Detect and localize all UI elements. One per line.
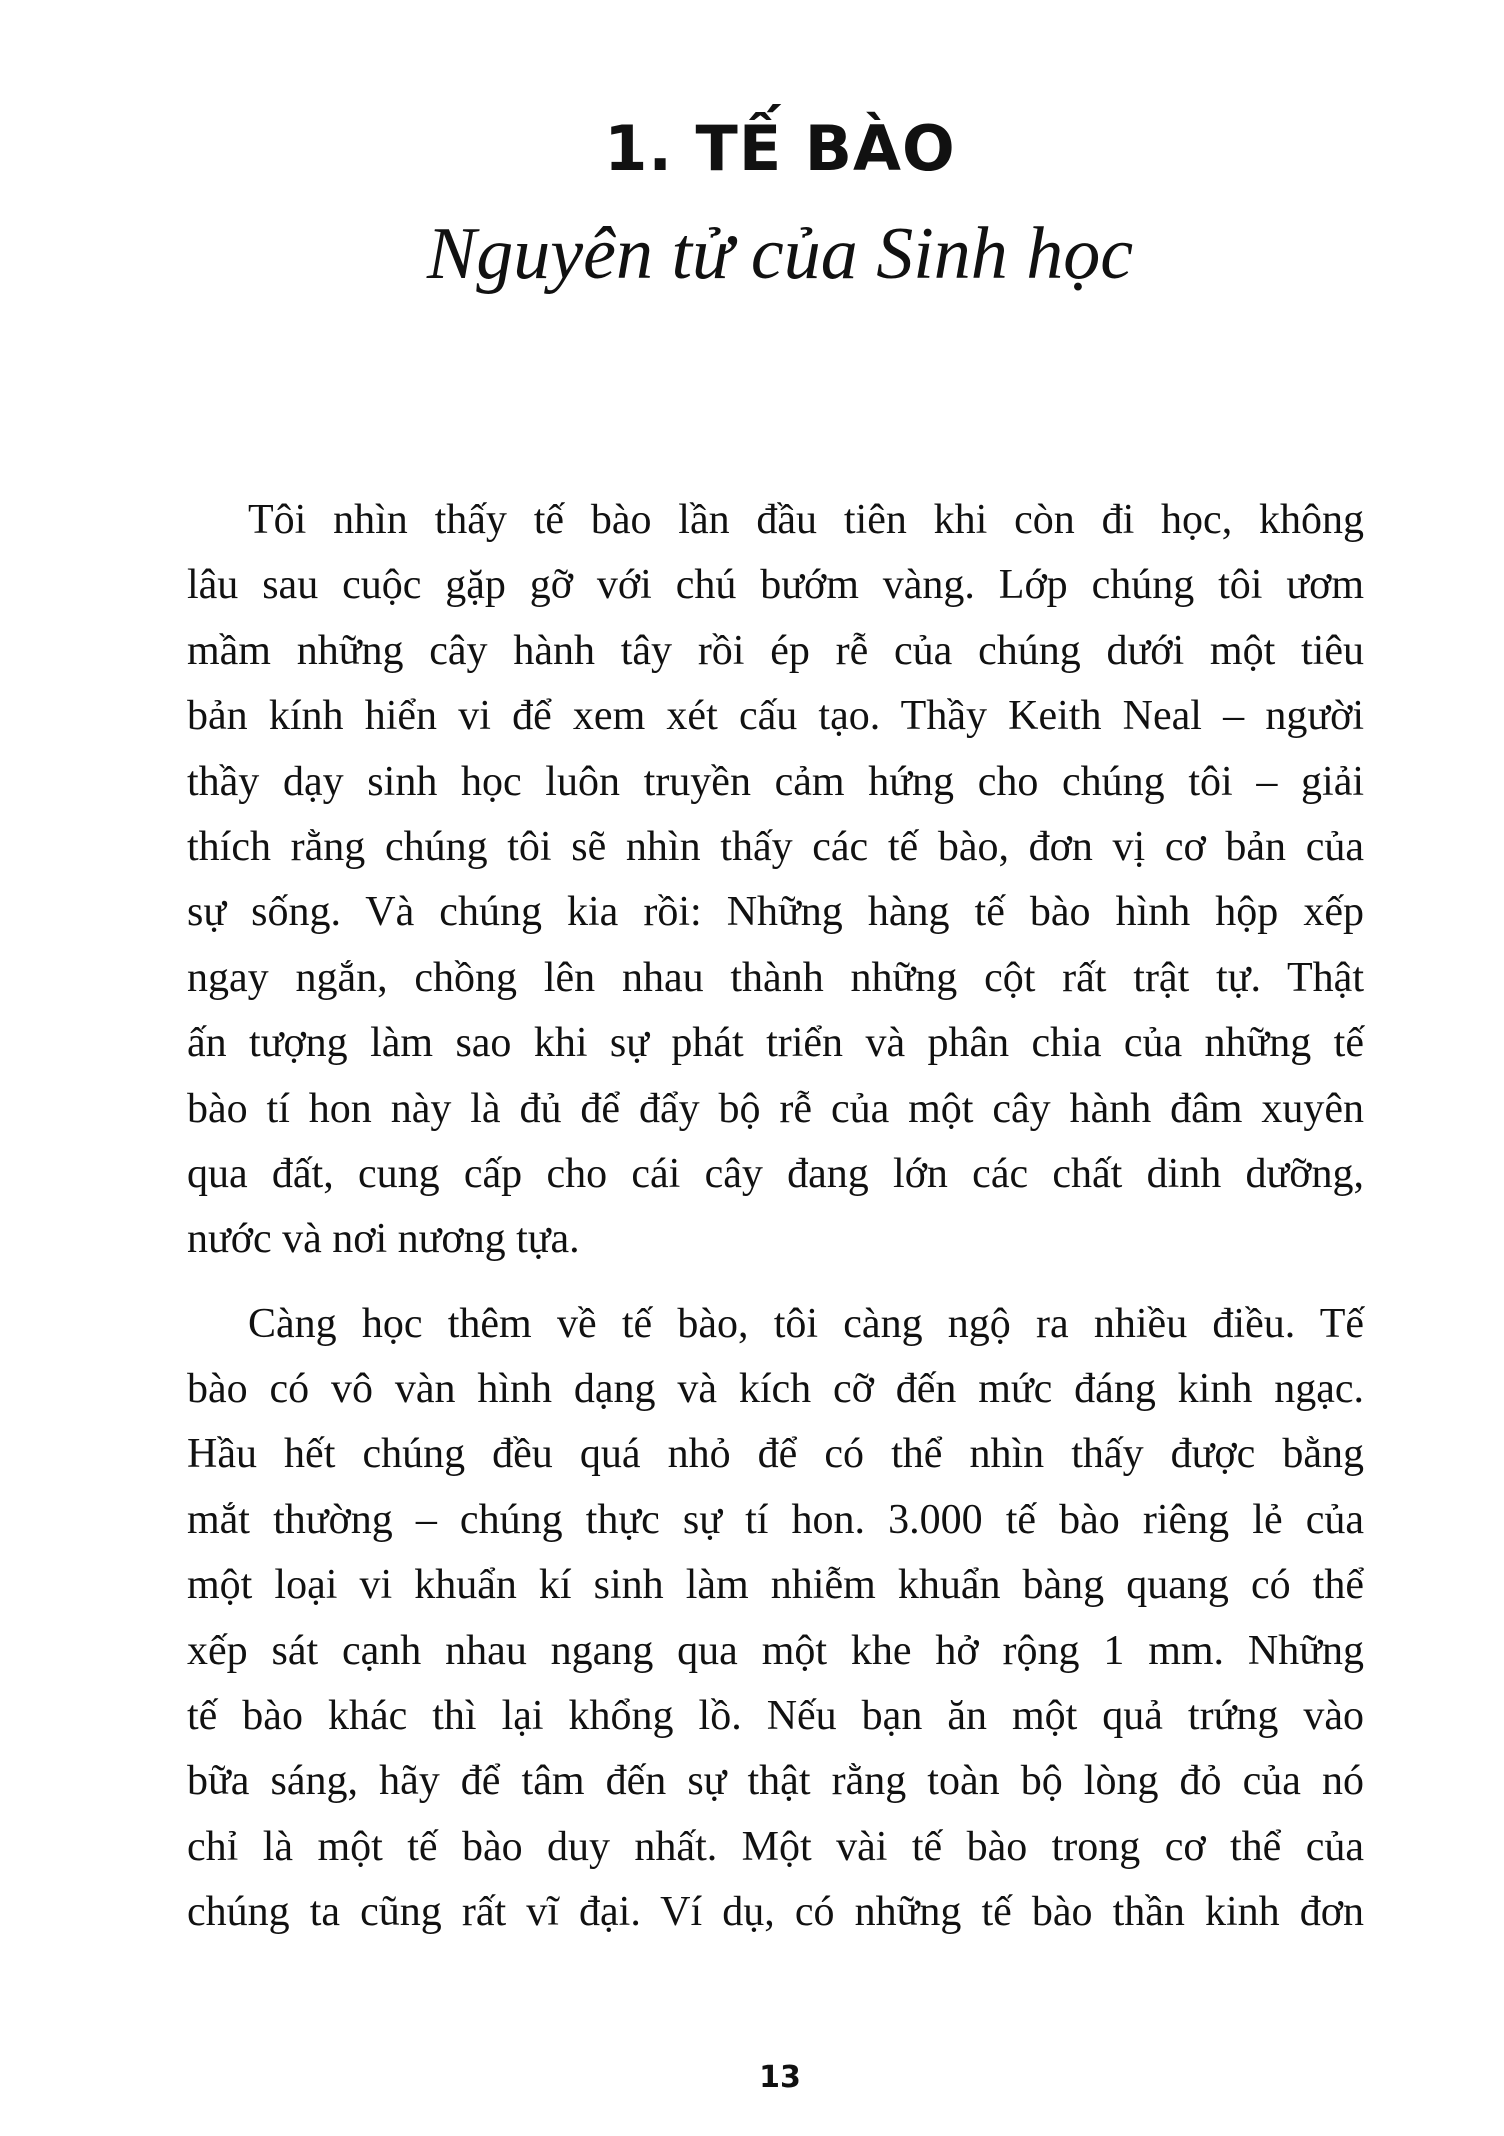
text-line: chỉ là một tế bào duy nhất. Một vài tế bào trong cơ thể của xyxy=(187,1823,1364,1870)
body-text xyxy=(187,488,1364,1965)
text-line: Hầu hết chúng đều quá nhỏ để có thể nhìn thấy được bằng xyxy=(187,1431,1364,1478)
paragraph xyxy=(187,488,1364,1273)
text-line: sự sống. Và chúng kia rồi: Những hàng tế bào hình hộp xếp xyxy=(187,889,1364,936)
page-number: 13 xyxy=(759,2060,801,2095)
text-line: thầy dạy sinh học luôn truyền cảm hứng cho chúng tôi – giải xyxy=(187,758,1364,805)
text-line: Tôi nhìn thấy tế bào lần đầu tiên khi còn đi học, không xyxy=(248,497,1364,543)
text-line: lâu sau cuộc gặp gỡ với chú bướm vàng. Lớp chúng tôi ươm xyxy=(187,562,1364,609)
text-line: một loại vi khuẩn kí sinh làm nhiễm khuẩn bàng quang có thể xyxy=(187,1562,1364,1609)
text-line: bữa sáng, hãy để tâm đến sự thật rằng toàn bộ lòng đỏ của nó xyxy=(187,1758,1364,1805)
text-line: thích rằng chúng tôi sẽ nhìn thấy các tế bào, đơn vị cơ bản của xyxy=(187,823,1364,870)
text-line: ngay ngắn, chồng lên nhau thành những cột rất trật tự. Thật xyxy=(187,954,1364,1001)
text-line: chúng ta cũng rất vĩ đại. Ví dụ, có những tế bào thần kinh đơn xyxy=(187,1889,1364,1936)
text-line: nước và nơi nương tựa. xyxy=(187,1216,580,1263)
text-line: Càng học thêm về tế bào, tôi càng ngộ ra nhiều điều. Tế xyxy=(248,1300,1364,1347)
text-line: bào tí hon này là đủ để đẩy bộ rễ của một cây hành đâm xuyên xyxy=(187,1085,1364,1132)
text-line: qua đất, cung cấp cho cái cây đang lớn các chất dinh dưỡng, xyxy=(187,1150,1364,1197)
text-line: bào có vô vàn hình dạng và kích cỡ đến mức đáng kinh ngạc. xyxy=(187,1366,1364,1413)
text-line: mắt thường – chúng thực sự tí hon. 3.000 tế bào riêng lẻ của xyxy=(187,1496,1364,1543)
text-line: mầm những cây hành tây rồi ép rễ của chúng dưới một tiêu xyxy=(187,627,1364,674)
chapter-subtitle: Nguyên tử của Sinh học xyxy=(426,213,1134,295)
text-line: ấn tượng làm sao khi sự phát triển và phân chia của những tế xyxy=(187,1020,1364,1067)
text-line: xếp sát cạnh nhau ngang qua một khe hở rộng 1 mm. Những xyxy=(187,1627,1364,1674)
text-line: tế bào khác thì lại khổng lồ. Nếu bạn ăn một quả trứng vào xyxy=(187,1693,1364,1740)
chapter-title: 1. TẾ BÀO xyxy=(604,112,956,185)
paragraph xyxy=(187,1292,1364,1946)
text-line: bản kính hiển vi để xem xét cấu tạo. Thầy Keith Neal – người xyxy=(187,693,1364,740)
